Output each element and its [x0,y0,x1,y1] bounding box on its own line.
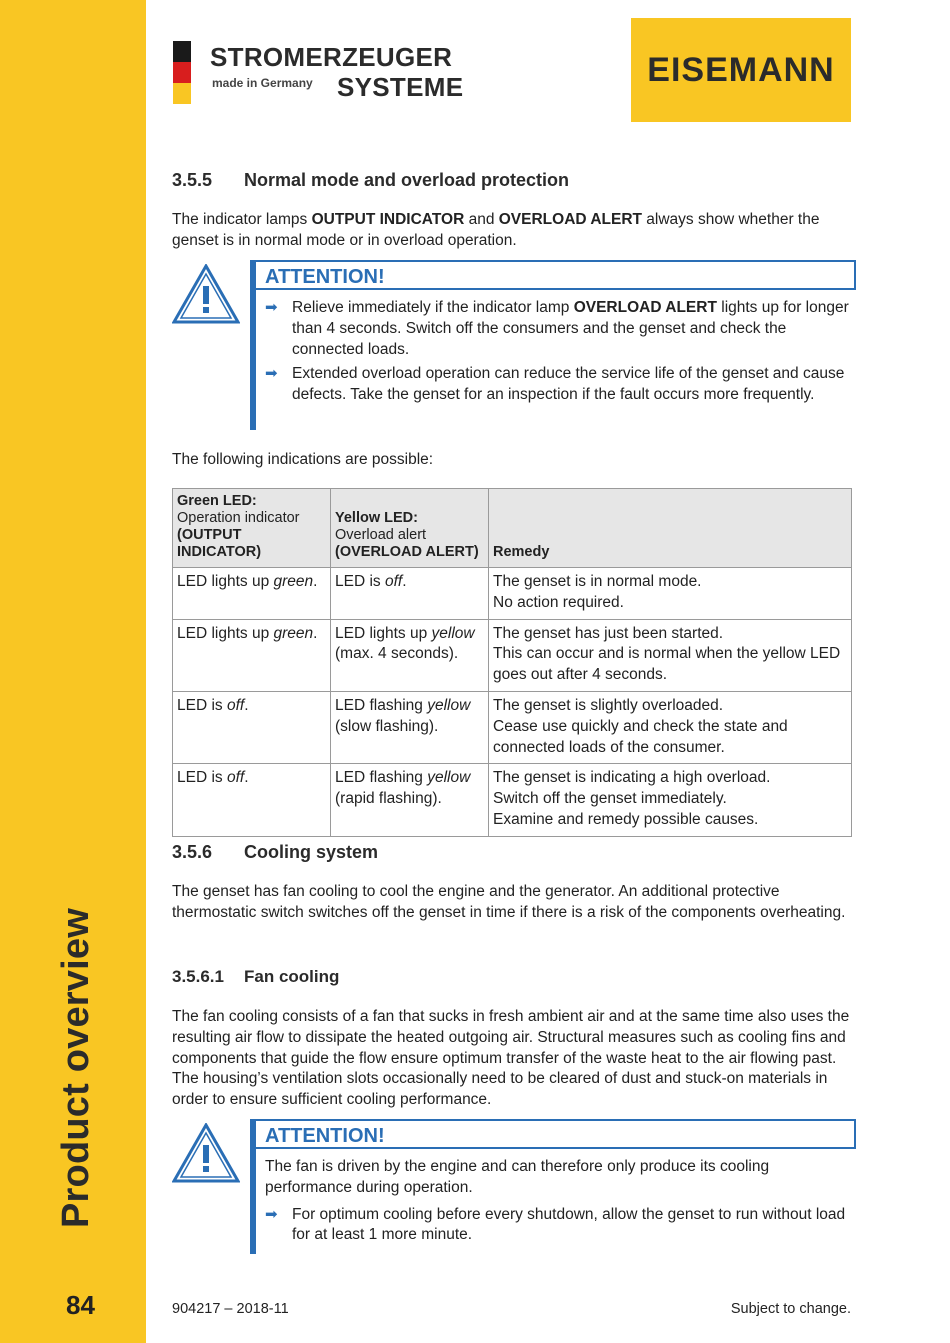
text-run: (max. 4 seconds). [335,645,459,663]
text-run: The genset is slightly overloaded. [493,696,724,714]
text-run: OUTPUT INDICATOR [311,211,465,228]
brand-line2: SYSTEME [337,72,464,102]
table-cell [173,568,331,620]
table-cell [331,568,489,620]
text-run: Relieve immediately if the indicator lamp [292,299,574,316]
text-run: (slow flashing). [335,717,439,735]
table-row [173,764,852,836]
text-run: LED is [177,769,227,787]
text-run: Examine and remedy possible causes. [493,810,759,828]
table-row [173,568,852,620]
text-run: . [244,696,249,714]
section-heading-3561 [172,967,339,987]
text-run: off [226,769,245,787]
text-run: The indicator lamps [172,211,312,228]
text-run: This can occur and is normal when the yellow LED goes out after 4 seconds. [493,645,841,684]
attention-body [256,290,856,414]
warning-triangle-icon [172,1123,240,1183]
text-run: LED is [335,573,385,590]
header-label: Remedy [493,544,550,560]
cooling-paragraph: The genset has fan cooling to cool the engine and the generator. An additional protective thermostatic switch switches off the genset in time if there is a risk of the components overheating. [172,883,846,921]
text-run: yellow [431,624,475,642]
text-run: The genset has just been started. [493,624,724,642]
eisemann-logo: EISEMANN [631,18,851,122]
table-cell [331,764,489,836]
brand-line1: STROMERZEUGER [210,42,453,72]
table-cell [173,619,331,691]
table-body [173,568,852,837]
attention-bullet [265,364,856,406]
german-flag-icon [173,41,191,104]
text-run: OVERLOAD ALERT [498,211,642,228]
table-header-cell [489,489,852,568]
table-header-row [173,489,852,568]
arrow-right-icon: ➡ [265,1205,278,1223]
section-number: 3.5.5 [172,170,213,190]
text-run: (rapid flashing). [335,790,442,808]
text-run: Extended overload operation can reduce the service life of the genset and cause defects. Take the genset for an inspection if the fault occurs more frequently. [292,365,845,404]
text-run: LED lights up [177,573,274,590]
text-run: The genset is in normal mode. [493,573,702,590]
text-run: LED flashing [335,769,428,787]
footer-note: Subject to change. [730,1301,851,1317]
table-row [173,619,852,691]
text-run: . [244,769,249,787]
table-header-cell [331,489,489,568]
text-run: lights up for longer than 4 seconds. Switch off the consumers and the genset and check the connected loads. [292,299,849,358]
header-subtitle: Operation indicator [177,510,300,526]
arrow-right-icon: ➡ [265,299,278,316]
attention-box-fan [250,1119,856,1254]
text-run: yellow [427,696,471,714]
indications-table [172,488,852,837]
text-run: LED lights up [335,624,432,642]
text-run: and [464,211,499,228]
text-run: . [313,624,318,642]
page-number: 84 [66,1290,95,1320]
attention-bullet [265,298,856,360]
header-subtitle: Overload alert [335,527,427,543]
bullet-text: For optimum cooling before every shutdown, allow the genset to run without load for at least 1 more minute. [292,1205,846,1244]
fan-cooling-paragraph: The fan cooling consists of a fan that sucks in fresh ambient air and at the same time also uses the resulting air flow to dissipate the heated outgoing air. Structural measures such as cooling fins and components that guide the flow ensure optimum transfer of the waste heat to the air flowing past. The housing’s ventilation slots occasionally need to be cleared of dust and stuck-on materials in order to ensure sufficient cooling performance. [172,1008,850,1109]
text-run: . [313,573,318,590]
text-run: OVERLOAD ALERT [573,299,717,316]
table-cell [489,619,852,691]
table-cell [173,691,331,763]
table-header-cell [173,489,331,568]
section-title: Cooling system [244,842,379,862]
table-cell [489,691,852,763]
text-run: off [384,573,403,590]
flag-stripe-red [173,62,191,83]
sidebar-title: Product overview [55,908,97,1228]
header-label: (OUTPUT INDICATOR) [177,527,262,560]
attention-box-overload [250,260,856,430]
section-title: Fan cooling [244,967,340,986]
attention-heading: ATTENTION! [256,1119,856,1149]
text-run: green [273,624,314,642]
flag-stripe-black [173,41,191,62]
text-run: yellow [427,769,471,787]
header-title: Yellow LED: [335,510,418,526]
bullet-text [292,364,856,406]
section-heading-355 [172,170,569,191]
header-title: Green LED: [177,493,257,509]
table-cell [331,691,489,763]
section-heading-356 [172,842,378,863]
text-run: Switch off the genset immediately. [493,790,727,808]
text-run: . [402,573,407,590]
bullet-text [292,298,856,360]
table-row [173,691,852,763]
text-run: No action required. [493,593,624,611]
text-run: The genset is indicating a high overload. [493,769,771,787]
attention-text: The fan is driven by the engine and can therefore only produce its cooling performance during operation. [265,1158,770,1196]
section-number: 3.5.6 [172,842,213,862]
table-cell [489,568,852,620]
brand-tagline: made in Germany [212,76,313,90]
arrow-right-icon: ➡ [265,365,278,383]
table-cell [173,764,331,836]
attention-body [256,1149,856,1254]
text-run: Cease use quickly and check the state and connected loads of the consumer. [493,717,788,756]
attention-bullet [265,1205,856,1247]
indications-intro: The following indications are possible: [172,451,434,468]
text-run: always show whether the genset is in normal mode or in overload operation. [172,211,820,249]
warning-triangle-icon [172,264,240,324]
footer-doc-id: 904217 – 2018-11 [172,1301,289,1317]
header-label: (OVERLOAD ALERT) [335,544,479,560]
text-run: green [273,573,314,590]
section-number: 3.5.6.1 [172,967,224,986]
attention-heading: ATTENTION! [256,260,856,290]
table-cell [489,764,852,836]
section-title: Normal mode and overload protection [244,170,570,190]
text-run: LED lights up [177,624,274,642]
text-run: LED flashing [335,696,428,714]
intro-paragraph [172,210,852,252]
flag-stripe-gold [173,83,191,104]
table-cell [331,619,489,691]
text-run: LED is [177,696,227,714]
text-run: off [226,696,245,714]
